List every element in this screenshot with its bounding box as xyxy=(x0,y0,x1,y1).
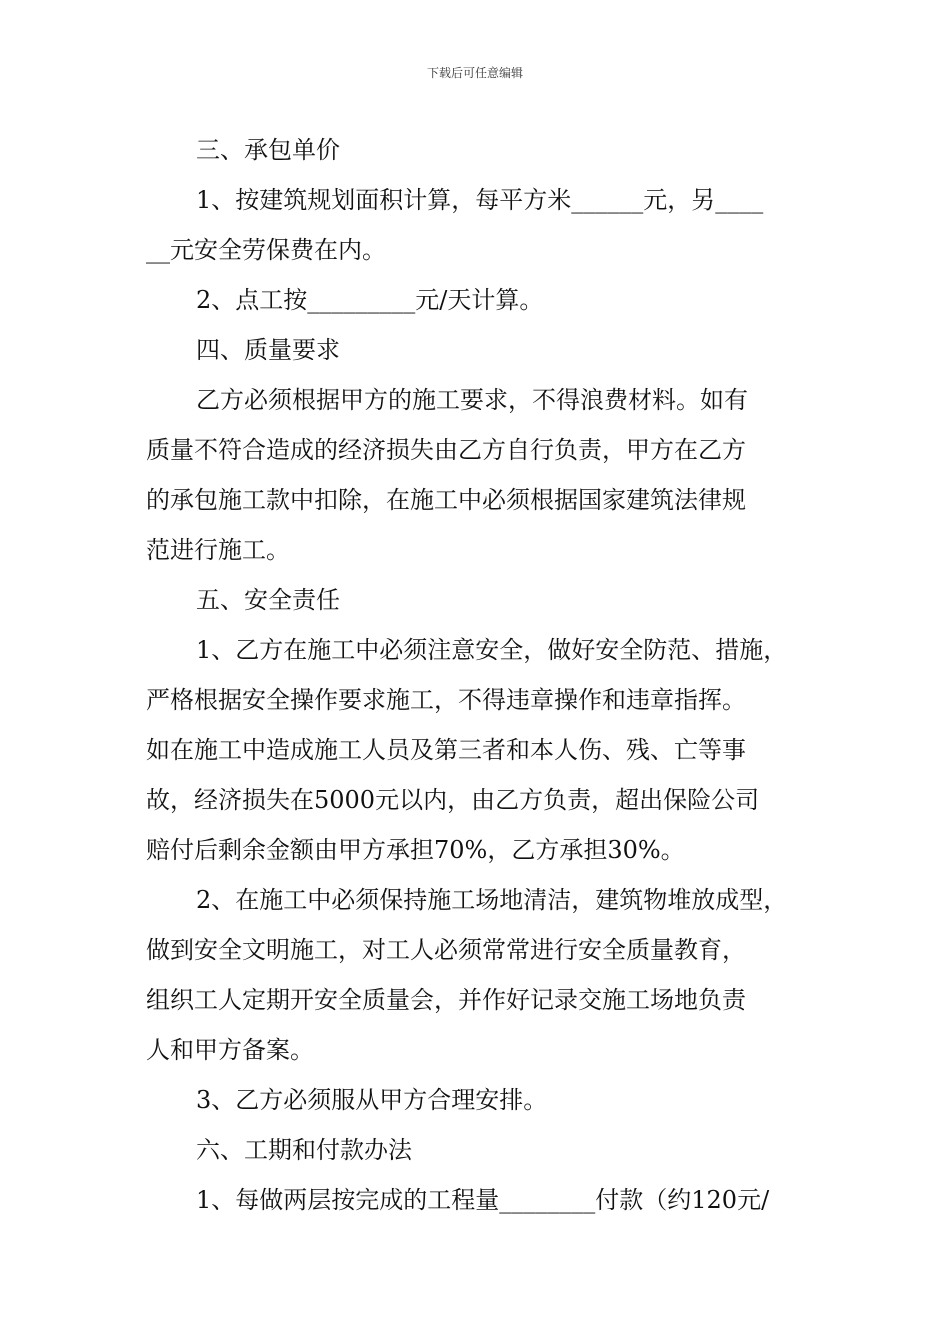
paragraph-line: 人和甲方备案。 xyxy=(146,1036,314,1064)
paragraph-line: 3、乙方必须服从甲方合理安排。 xyxy=(196,1086,548,1114)
paragraph-line: 赔付后剩余金额由甲方承担70%，乙方承担30%。 xyxy=(146,836,685,864)
paragraph-line: 1、乙方在施工中必须注意安全，做好安全防范、措施， xyxy=(196,636,788,664)
paragraph-line: 的承包施工款中扣除，在施工中必须根据国家建筑法律规 xyxy=(146,486,746,514)
section-heading: 五、安全责任 xyxy=(196,586,340,614)
page-header: 下载后可任意编辑 xyxy=(426,66,523,80)
section-heading: 四、质量要求 xyxy=(196,336,340,364)
paragraph-line: 2、点工按_________元/天计算。 xyxy=(196,286,544,314)
paragraph-line: 范进行施工。 xyxy=(146,536,290,564)
paragraph-line: 组织工人定期开安全质量会，并作好记录交施工场地负责 xyxy=(146,986,746,1014)
section-heading: 三、承包单价 xyxy=(196,136,340,164)
paragraph-line: 严格根据安全操作要求施工，不得违章操作和违章指挥。 xyxy=(146,686,746,714)
paragraph-line: 如在施工中造成施工人员及第三者和本人伤、残、亡等事 xyxy=(146,736,746,764)
paragraph-line: 1、每做两层按完成的工程量________付款（约120元/ xyxy=(196,1186,770,1214)
paragraph-line: 故，经济损失在5000元以内，由乙方负责，超出保险公司 xyxy=(146,786,760,814)
paragraph-line: 2、在施工中必须保持施工场地清洁，建筑物堆放成型， xyxy=(196,886,788,914)
paragraph-line: 做到安全文明施工，对工人必须常常进行安全质量教育， xyxy=(146,936,746,964)
paragraph-line: 质量不符合造成的经济损失由乙方自行负责，甲方在乙方 xyxy=(146,436,746,464)
paragraph-line: 乙方必须根据甲方的施工要求，不得浪费材料。如有 xyxy=(196,386,748,414)
section-heading: 六、工期和付款办法 xyxy=(196,1136,412,1164)
paragraph-line: __元安全劳保费在内。 xyxy=(146,236,386,264)
paragraph-line: 1、按建筑规划面积计算，每平方米______元，另____ xyxy=(196,186,764,214)
